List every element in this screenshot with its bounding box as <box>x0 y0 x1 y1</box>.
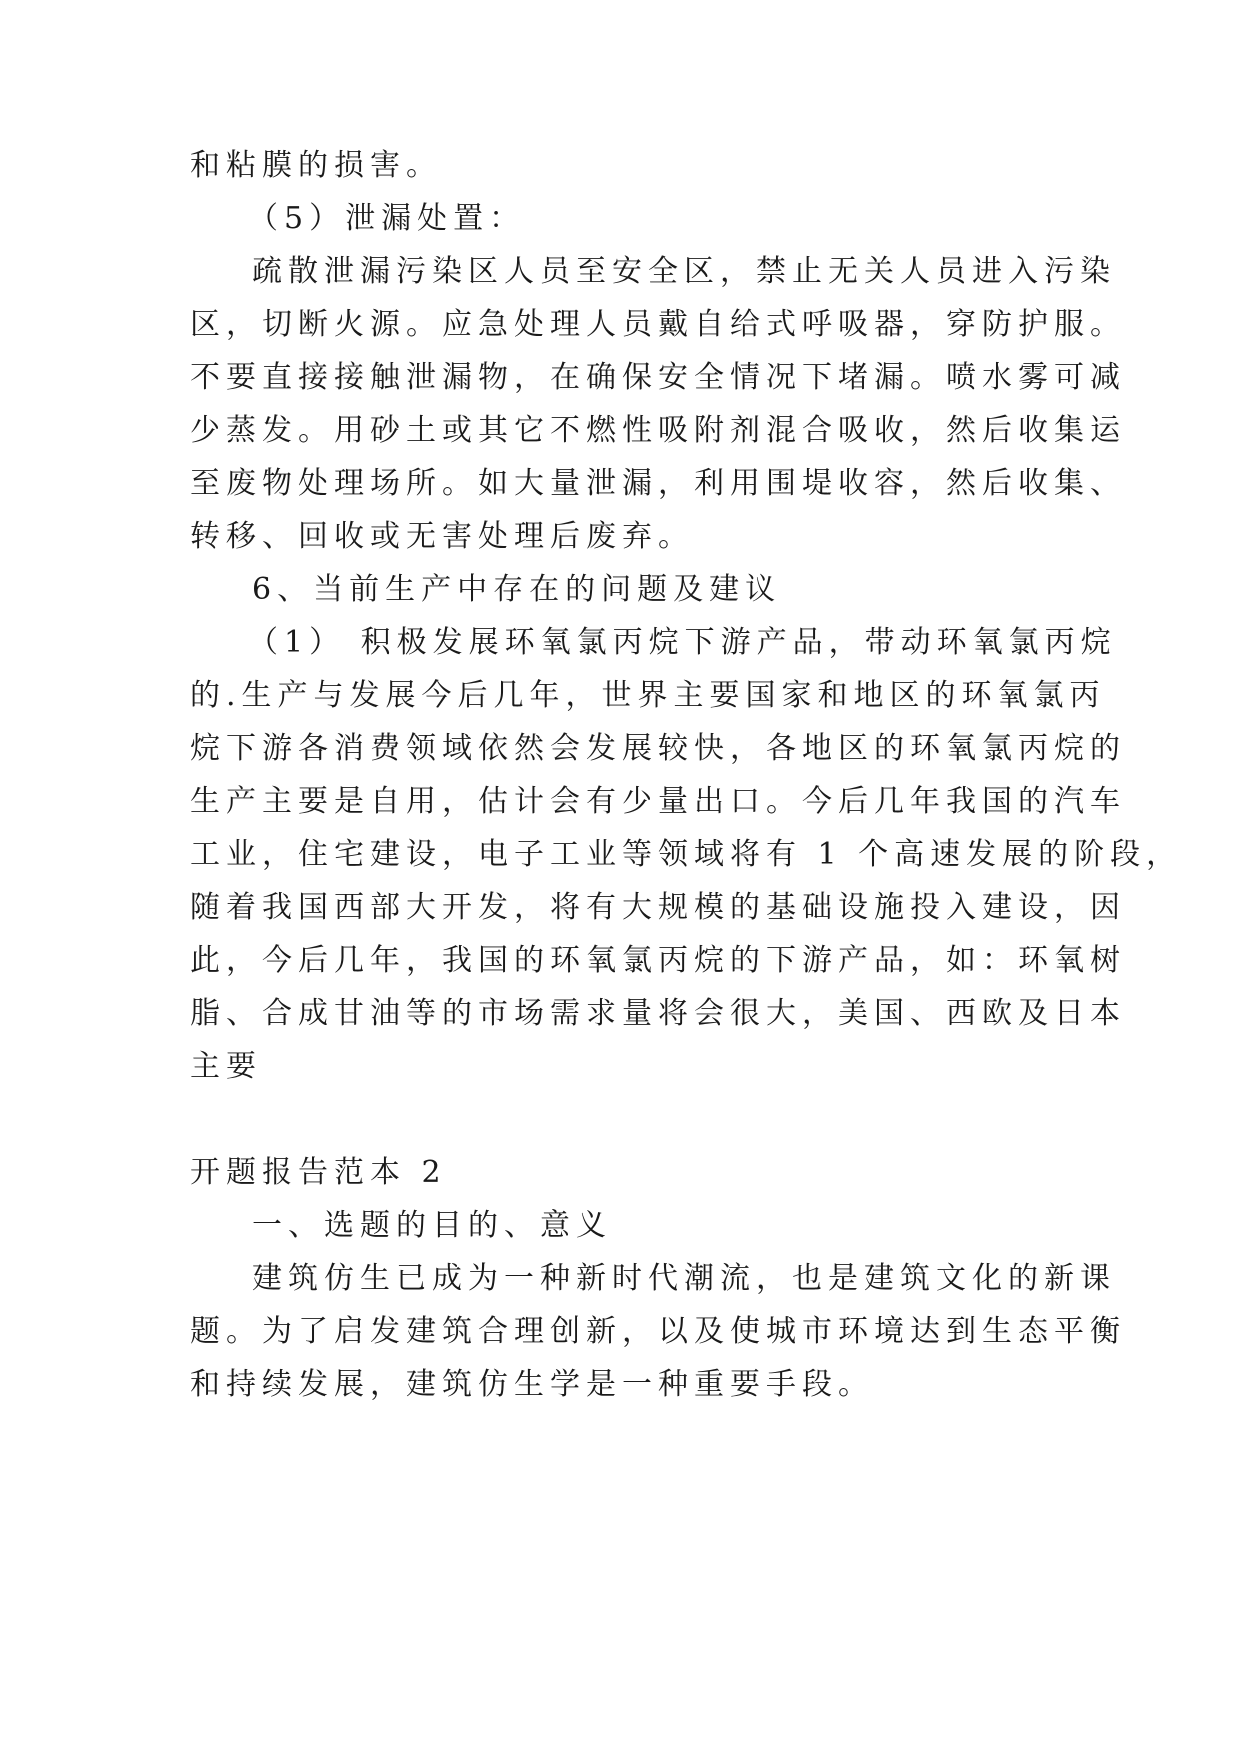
section-heading: 一、选题的目的、意义 <box>252 1208 612 1243</box>
text-line: 工业，住宅建设，电子工业等领域将有 1 个高速发展的阶段， <box>190 837 1183 872</box>
text-line: 和粘膜的损害。 <box>190 148 442 183</box>
text-line: （1） 积极发展环氧氯丙烷下游产品，带动环氧氯丙烷 <box>248 625 1117 660</box>
text-line: 随着我国西部大开发，将有大规模的基础设施投入建设，因 <box>190 890 1126 925</box>
section-heading: 6、当前生产中存在的问题及建议 <box>252 572 782 607</box>
text-line: 的.生产与发展今后几年，世界主要国家和地区的环氧氯丙 <box>190 678 1106 713</box>
section-heading: （5）泄漏处置： <box>248 201 526 236</box>
text-line: 建筑仿生已成为一种新时代潮流，也是建筑文化的新课 <box>252 1261 1116 1296</box>
text-line: 此，今后几年，我国的环氧氯丙烷的下游产品，如：环氧树 <box>190 943 1126 978</box>
text-line: 题。为了启发建筑合理创新，以及使城市环境达到生态平衡 <box>190 1314 1126 1349</box>
text-line: 转移、回收或无害处理后废弃。 <box>190 519 694 554</box>
text-line: 烷下游各消费领域依然会发展较快，各地区的环氧氯丙烷的 <box>190 731 1126 766</box>
text-line: 和持续发展，建筑仿生学是一种重要手段。 <box>190 1367 874 1402</box>
document-title: 开题报告范本 2 <box>190 1155 447 1190</box>
text-line: 主要 <box>190 1049 262 1084</box>
text-line: 区，切断火源。应急处理人员戴自给式呼吸器，穿防护服。 <box>190 307 1126 342</box>
text-line: 生产主要是自用，估计会有少量出口。今后几年我国的汽车 <box>190 784 1126 819</box>
text-line: 脂、合成甘油等的市场需求量将会很大，美国、西欧及日本 <box>190 996 1126 1031</box>
text-line: 不要直接接触泄漏物，在确保安全情况下堵漏。喷水雾可减 <box>190 360 1126 395</box>
text-line: 疏散泄漏污染区人员至安全区，禁止无关人员进入污染 <box>252 254 1116 289</box>
text-line: 至废物处理场所。如大量泄漏，利用围堤收容，然后收集、 <box>190 466 1126 501</box>
text-line: 少蒸发。用砂土或其它不燃性吸附剂混合吸收，然后收集运 <box>190 413 1126 448</box>
